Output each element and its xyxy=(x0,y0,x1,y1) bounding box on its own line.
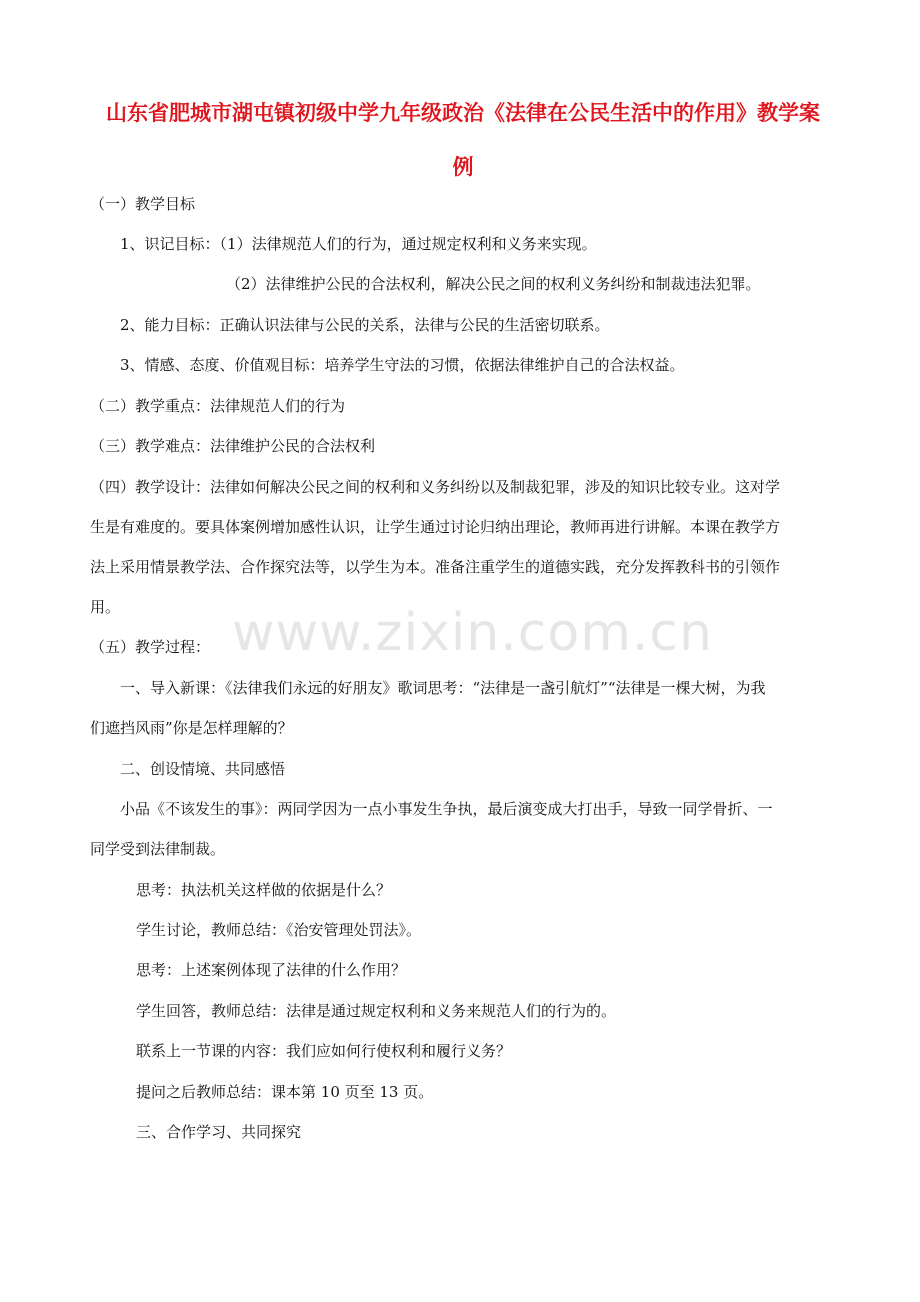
section-design-line-1: （四）教学设计：法律如何解决公民之间的权利和义务纠纷以及制裁犯罪，涉及的知识比较专业。这对学 xyxy=(90,478,781,496)
question-basis: 思考：执法机关这样做的依据是什么？ xyxy=(136,881,392,899)
discussion-summary: 学生讨论，教师总结：《治安管理处罚法》。 xyxy=(136,921,422,939)
skit-line-2: 同学受到法律制裁。 xyxy=(90,840,226,858)
section-key-point: （二）教学重点：法律规范人们的行为 xyxy=(90,397,346,415)
document-title xyxy=(88,86,838,194)
watermark: www.zixin.com.cn xyxy=(232,603,713,663)
step-two-heading: 二、创设情境、共同感悟 xyxy=(120,760,286,778)
intro-line-1: 一、导入新课：《法律我们永远的好朋友》歌词思考：“法律是一盏引航灯”“法律是一棵大树，为我 xyxy=(120,679,766,697)
objective-memorize: 1、识记目标：（1）法律规范人们的行为，通过规定权利和义务来实现。 xyxy=(120,235,597,253)
objective-emotion: 3、情感、态度、价值观目标：培养学生守法的习惯，依据法律维护自己的合法权益。 xyxy=(120,356,685,374)
objective-ability: 2、能力目标：正确认识法律与公民的关系，法律与公民的生活密切联系。 xyxy=(120,316,610,334)
title-line-2: 例 xyxy=(452,155,474,179)
link-previous-lesson: 联系上一节课的内容：我们应如何行使权利和履行义务？ xyxy=(136,1042,512,1060)
section-design-line-4: 用。 xyxy=(90,598,121,616)
section-design-line-3: 法上采用情景教学法、合作探究法等，以学生为本。准备注重学生的道德实践，充分发挥教科书的引领作 xyxy=(90,558,781,576)
answer-summary: 学生回答，教师总结：法律是通过规定权利和义务来规范人们的行为的。 xyxy=(136,1002,617,1020)
section-process-heading: （五）教学过程： xyxy=(90,638,211,656)
question-function: 思考：上述案例体现了法律的什么作用？ xyxy=(136,961,407,979)
title-line-1: 山东省肥城市湖屯镇初级中学九年级政治《法律在公民生活中的作用》教学案 xyxy=(106,101,820,125)
intro-line-2: 们遮挡风雨”你是怎样理解的？ xyxy=(90,719,293,737)
section-difficulty: （三）教学难点：法律维护公民的合法权利 xyxy=(90,437,376,455)
textbook-pages-summary: 提问之后教师总结：课本第 10 页至 13 页。 xyxy=(136,1083,434,1101)
skit-line-1: 小品《不该发生的事》：两同学因为一点小事发生争执，最后演变成大打出手，导致一同学骨折、一 xyxy=(120,800,773,818)
section-design-line-2: 生是有难度的。要具体案例增加感性认识，让学生通过讨论归纳出理论，教师再进行讲解。本课在教学方 xyxy=(90,518,781,536)
step-three-heading: 三、合作学习、共同探究 xyxy=(136,1123,302,1141)
objective-memorize-2: （2）法律维护公民的合法权利，解决公民之间的权利义务纠纷和制裁违法犯罪。 xyxy=(226,275,761,293)
section-objectives-heading: （一）教学目标 xyxy=(90,195,196,213)
